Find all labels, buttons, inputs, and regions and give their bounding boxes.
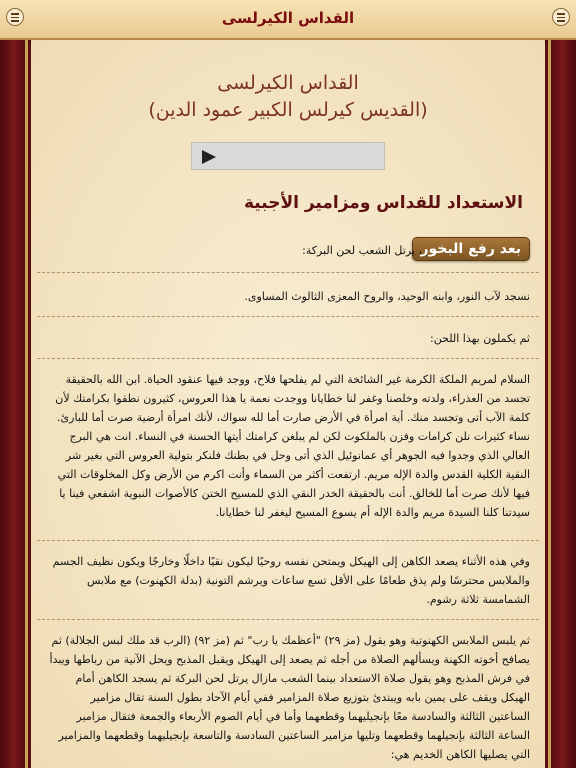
page-subtitle: (القديس كيرلس الكبير عمود الدين)	[148, 99, 428, 121]
paragraph: السلام لمريم الملكة الكرمة غير الشائخة التي لم يفلحها فلاح، ووجد فيها عنقود الحياة. ابن الله بالحقيقة تجسد من العذراء، ولدته وخلصنا وغفر لنا خطايانا ووجدت نعمة يا هذا العروس، كثيرون نطقوا بكرامتك لأن كلمة الآب أتى وتجسد منك. أية امرأة في الأرض صارت أما لله سواك، لأنك امرأة أرضية صرت أما للبارئ. نساء كثيرات نلن كرامات وفزن بالملكوت لكن لم يبلغن كرامتك أيتها الحسنة في النساء. انت هي البرج العالي الذي وجدوا فيه الجوهر أي عمانوئيل الذي أتى وحل في بطنك فلنكر بتولية العروس التي بغير شر النقية الكلية القدس والدة الإله مريم. ارتفعت أكثر من السماء وأنت اكرم من الأرض وكل المخلوقات التي فيها لأنك صرت أما للخالق. أنت بالحقيقة الخدر النقي الذي للمسيح الختن كالأصوات النبوية اشفعي فينا يا سيدتنا كلنا السيدة مريم والدة الإله أم يسوع المسيح ليغفر لنا خطايانا.	[55, 373, 530, 519]
app-title: القداس الكيرلسى	[221, 9, 355, 27]
play-icon[interactable]	[202, 150, 216, 164]
divider	[37, 358, 539, 359]
paragraph: وفي هذه الأثناء يصعد الكاهن إلى الهيكل ويمتحن نفسه روحيًا ليكون نقيًا داخلًا وخارجًا ويكون نظيف الجسم والملابس محترسًا ولم يذق طعامًا على الأقل تسع ساعات ويرشم التونية (بدلة الكهنوت) مع ملابس الشمامسة ثلاثة رشوم.	[52, 555, 530, 606]
page-title: القداس الكيرلسى	[217, 72, 359, 94]
divider	[37, 316, 539, 317]
paragraph: نسجد لآب النور، وابنه الوحيد، والروح المعزى الثالوث المساوى.	[244, 290, 530, 303]
list-button[interactable]	[552, 8, 570, 26]
title-bar	[0, 0, 576, 40]
divider	[37, 540, 539, 541]
section-title: الاستعداد للقداس ومزامير الأجبية	[244, 193, 523, 213]
right-border	[548, 40, 576, 768]
rubric-note: ، يرتل الشعب لحن البركة:	[302, 244, 422, 257]
left-border	[0, 40, 28, 768]
content-panel[interactable]	[31, 40, 545, 768]
audio-player[interactable]	[191, 142, 385, 170]
paragraph: ثم يلبس الملابس الكهنوتية وهو يقول (مز ٢٩) "أعظمك يا رب" ثم (مز ٩٢) (الرب قد ملك لبس الجلالة) ثم يصافح أخوته الكهنة ويسألهم الصلاة من أجله ثم يصعد إلى الهيكل ويقبل المذبح ويحل الآنية من رباطها ويبدأ في فرش المذبح وهو يقول صلاة الاستعداد بينما الشعب مازال يرتل لحن البركة ثم يسجد الكاهن أمام الهيكل ويقف على يمين بابه ويبتدئ بتوزيع صلاة المزامير ففي أيام الآحاد بطول السنة تقال مزامير الساعتين الثالثة والسادسة معًا بإنجيليهما وقطعهما وأما في أيام الصوم الأربعاء والجمعة فتقال مزامير الساعة الثالثة بإنجيلهما وقطعهما وتليها مزامير الساعتين السادسة والتاسعة بإنجيليهما وقطعهما والمزامير التي يصليها الكاهن الخديم هي:	[49, 634, 530, 761]
divider	[37, 619, 539, 620]
rubric-badge: بعد رفع البخور	[412, 237, 530, 261]
paragraph: ثم يكملون بهذا اللحن:	[430, 332, 530, 345]
divider	[37, 272, 539, 273]
